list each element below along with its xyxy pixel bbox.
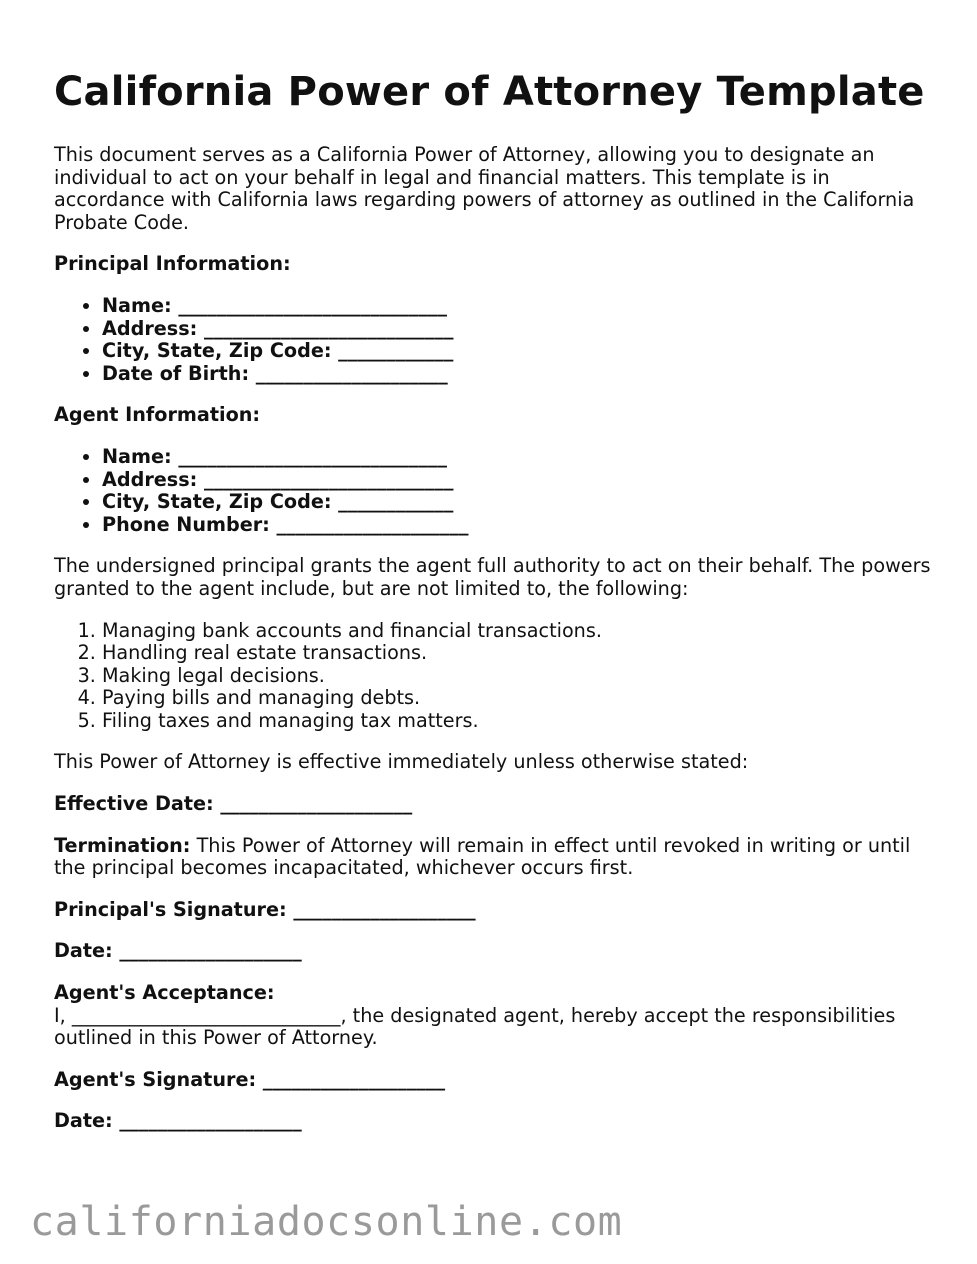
document-page xyxy=(54,66,934,1133)
page-title: California Power of Attorney Template xyxy=(54,69,925,115)
power-item: 3. Making legal decisions. xyxy=(102,665,934,688)
agent-phone-field: • Phone Number: ____________________ xyxy=(102,514,934,537)
power-item: 4. Paying bills and managing debts. xyxy=(102,687,934,710)
principal-field-list xyxy=(54,295,934,385)
site-watermark: californiadocsonline.com xyxy=(30,1199,623,1245)
agent-name-field: • Name: ____________________________ xyxy=(102,446,934,469)
effective-date-line: Effective Date: ____________________ xyxy=(54,792,413,816)
principal-date-line: Date: ___________________ xyxy=(54,939,302,963)
agent-signature-line: Agent's Signature: ___________________ xyxy=(54,1067,446,1091)
termination-paragraph xyxy=(54,835,934,880)
agent-address-field: • Address: __________________________ xyxy=(102,469,934,492)
principal-address-field: • Address: __________________________ xyxy=(102,318,934,341)
power-item: 1. Managing bank accounts and financial transactions. xyxy=(102,620,934,643)
power-item: 2. Handling real estate transactions. xyxy=(102,642,934,665)
acceptance-heading: Agent's Acceptance: xyxy=(54,981,275,1005)
agent-field-list xyxy=(54,446,934,536)
power-item: 5. Filing taxes and managing tax matters. xyxy=(102,710,934,733)
principal-city-field: • City, State, Zip Code: ____________ xyxy=(102,340,934,363)
effective-paragraph: This Power of Attorney is effective immediately unless otherwise stated: xyxy=(54,750,749,774)
termination-label: Termination: xyxy=(54,833,191,857)
grant-paragraph: The undersigned principal grants the agent full authority to act on their behalf. The powers granted to the agent include, but are not limited to, the following: xyxy=(54,554,931,600)
termination-text: This Power of Attorney will remain in effect until revoked in writing or until the principal becomes incapacitated, whichever occurs first. xyxy=(54,833,911,880)
principal-signature-line: Principal's Signature: ___________________ xyxy=(54,897,476,921)
principal-heading: Principal Information: xyxy=(54,252,291,276)
agent-date-line: Date: ___________________ xyxy=(54,1109,302,1133)
principal-name-field: • Name: ____________________________ xyxy=(102,295,934,318)
powers-list xyxy=(54,620,934,733)
agent-heading: Agent Information: xyxy=(54,403,261,427)
principal-dob-field: • Date of Birth: ____________________ xyxy=(102,363,934,386)
acceptance-paragraph: I, ____________________________, the designated agent, hereby accept the responsibilities outlined in this Power of Attorney. xyxy=(54,1003,896,1050)
agent-city-field: • City, State, Zip Code: ____________ xyxy=(102,491,934,514)
intro-paragraph: This document serves as a California Power of Attorney, allowing you to designate an individual to act on your behalf in legal and financial matters. This template is in accordance with California laws regarding powers of attorney as outlined in the California Probate Code. xyxy=(54,143,915,234)
